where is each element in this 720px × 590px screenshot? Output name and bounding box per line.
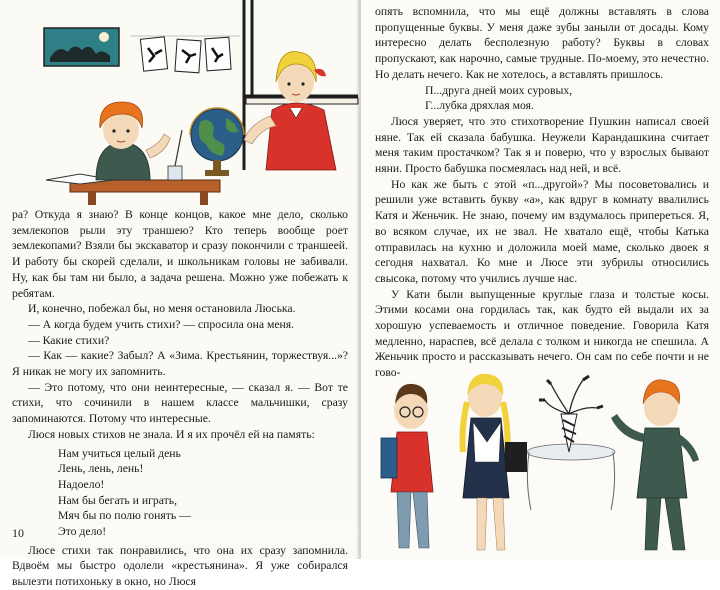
girl-in-window (244, 52, 336, 170)
poem-line: Г...лубка дряхлая моя. (425, 99, 534, 113)
poem-line: П...друга дней моих суровых, (425, 83, 573, 97)
poem-line: Нам учиться целый день (58, 446, 181, 460)
poem-line: Это дело! (58, 524, 587, 540)
table-with-vase (527, 376, 615, 510)
right-page (361, 0, 720, 559)
right-page-text (375, 4, 709, 381)
globe-icon (190, 108, 244, 176)
poem-line: Лень, лень, лень! (58, 462, 144, 476)
dialogue-line: — Как — какие? Забыл? А «Зима. Крестьянин, торжествуя...»? Я никак не могу их запомнить. (12, 349, 348, 379)
page-number: 10 (12, 526, 24, 540)
paragraph: опять вспомнила, что мы ещё должны вставлять в слова пропущенные буквы. У меня даже зубы заныли от досады. Кому интересно делать бесполезную работу? Буквы в словах пропускают, как нарочно, самые трудные. По-моему, это нечестно. Но делать нечего. Как не хотелось, а вставлять пришлось. (375, 5, 709, 81)
paragraph: Люсе стихи так понравились, что она их сразу запомнила. Вдвоём мы быстро одолели «крестьянина». Я уже собирался вылезти потихоньку в окно, но Люся (12, 543, 348, 589)
boy-at-desk (96, 102, 170, 180)
poem-line: Нам бы бегать и играть, (58, 493, 177, 507)
paragraph: И, конечно, побежал бы, но меня остановила Люська. (28, 302, 296, 316)
left-page-text (12, 207, 348, 590)
boy-with-glasses (381, 384, 433, 548)
poem-line: Мяч бы по полю гонять — (58, 509, 191, 523)
paragraph: Люся новых стихов не знала. И я их прочёл ей на память: (28, 427, 315, 441)
paragraph: ра? Откуда я знаю? В конце концов, какое мне дело, сколько землекопов рыли эту траншею? Кто теперь вообще роет землекопами? Взяли бы экскаватор и сразу покончили с траншеей. И работу бы скорей сделали, и школьникам головы не забивали. Ну, как бы там ни было, а задача решена. Можно уже побежать к ребятам. (12, 208, 348, 300)
red-haired-boy (611, 380, 699, 550)
flower-branches-icon (545, 380, 597, 414)
paragraph: Люся уверяет, что это стихотворение Пушкин написал своей няне. Так ей сказала бабушка. Неужели Карандашкина считает меня таким простачком? Так я и поверю, что у взрослых бывают няни. Просто бабушка посмеялась над ней, и всё. (375, 114, 709, 176)
paragraph: Но как же быть с этой «п...другой»? Мы посоветовались и решили уже вставить букву «а», как вдруг в комнату ввалились Катя и Женьчик. Не знаю, почему им вздумалось припереться. Я, во всяком случае, их не звал. Не хватало ещё, чтобы Катька отправилась на кухню и доложила моей маме, сколько двоек я сегодня нахватал. Ко мне и Люсе эти зубрилы относились свысока, потому что учились лучше нас. (375, 177, 709, 285)
left-page (0, 0, 359, 589)
paragraph: У Кати были выпущенные круглые глаза и толстые косы. Этими косами она гордилась так, как будто ей выдали их за хорошую успеваемость и отличное поведение. Говорила Катя медленно, нараспев, всё делала с толком и никогда не спешила. А Женьчик просто и рассказывать нечего. Он сам по себе почти и не гово- (375, 287, 709, 380)
dialogue-line: — Это потому, что они неинтересные, — сказал я. — Вот те стихи, что сочинили в нашем классе мальчишки, сразу запоминаются. Потому что интересные. (12, 380, 348, 426)
poem-line: Надоело! (58, 477, 105, 491)
illustration-boy-at-desk-and-girl-at-window (0, 0, 359, 205)
girl-with-braids (463, 374, 528, 550)
dialogue-line: — А когда будем учить стихи? — спросила она меня. (28, 317, 295, 331)
dialogue-line: — Какие стихи? (28, 333, 110, 347)
poem-block (58, 446, 348, 540)
illustration-three-children (361, 374, 720, 559)
poem-block (425, 83, 709, 114)
